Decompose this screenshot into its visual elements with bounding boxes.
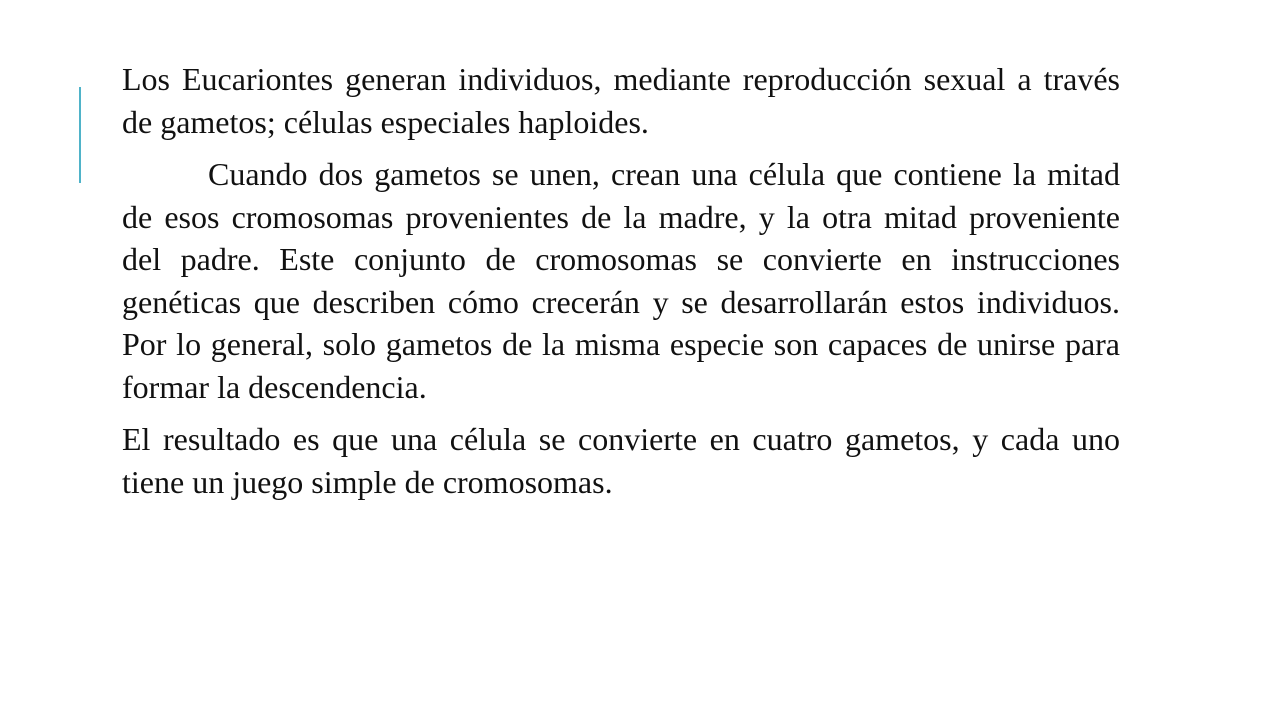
accent-bar [79,87,81,183]
slide-body [122,58,1120,513]
paragraph-1: Los Eucariontes generan individuos, mediante reproducción sexual a través de gametos; células especiales haploides. [122,61,1120,140]
paragraph-3: El resultado es que una célula se convierte en cuatro gametos, y cada uno tiene un juego simple de cromosomas. [122,421,1120,500]
paragraph-2: Cuando dos gametos se unen, crean una célula que contiene la mitad de esos cromosomas provenientes de la madre, y la otra mitad proveniente del padre. Este conjunto de cromosomas se convierte en instrucciones genéticas que describen cómo crecerán y se desarrollarán estos individuos. Por lo general, solo gametos de la misma especie son capaces de unirse para formar la descendencia. [122,156,1120,405]
